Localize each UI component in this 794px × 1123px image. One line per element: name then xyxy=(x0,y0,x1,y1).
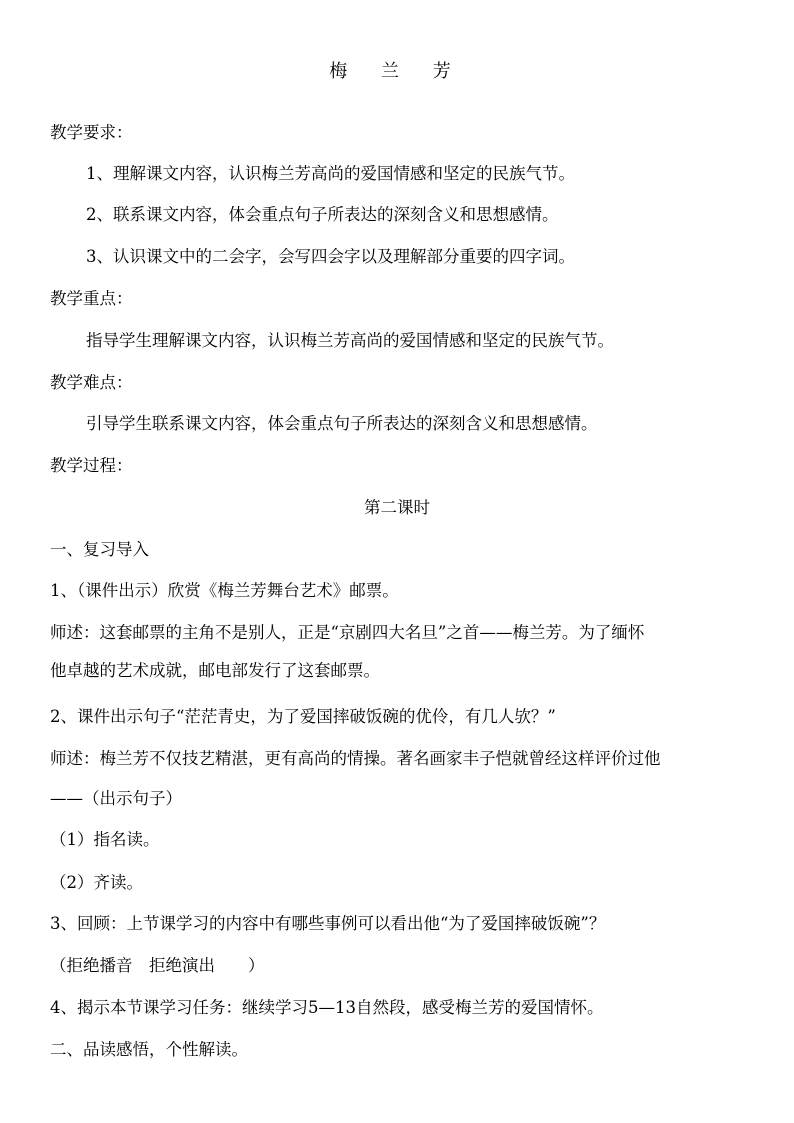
narration-2-line-2: ——（出示句子） xyxy=(50,789,182,808)
objective-item-2: 2、联系课文内容，体会重点句子所表达的深刻含义和思想感情。 xyxy=(86,205,559,224)
read-item-1: （1）指名读。 xyxy=(50,830,160,849)
key-points-text: 指导学生理解课文内容，认识梅兰芳高尚的爱国情感和坚定的民族气节。 xyxy=(86,331,614,350)
key-points-heading: 教学重点： xyxy=(50,289,133,308)
process-heading: 教学过程： xyxy=(50,456,133,475)
difficulties-heading: 教学难点： xyxy=(50,373,133,392)
step-1: 1、（课件出示）欣赏《梅兰芳舞台艺术》邮票。 xyxy=(50,581,399,600)
narration-1-line-2: 他卓越的艺术成就，邮电部发行了这套邮票。 xyxy=(50,661,380,680)
section-2-heading: 二、品读感悟，个性解读。 xyxy=(50,1040,248,1059)
narration-1-line-1: 师述：这套邮票的主角不是别人，正是“京剧四大名旦”之首——梅兰芳。为了缅怀 xyxy=(50,623,645,642)
difficulties-text: 引导学生联系课文内容，体会重点句子所表达的深刻含义和思想感情。 xyxy=(86,414,598,433)
document-title: 梅 兰 芳 xyxy=(329,61,465,82)
step-3: 3、回顾：上节课学习的内容中有哪些事例可以看出他“为了爱国摔破饭碗”？ xyxy=(50,914,606,933)
objectives-heading: 教学要求： xyxy=(50,123,133,142)
objective-item-3: 3、认识课文中的二会字，会写四会字以及理解部分重要的四字词。 xyxy=(86,247,575,266)
narration-2-line-1: 师述：梅兰芳不仅技艺精湛，更有高尚的情操。著名画家丰子恺就曾经这样评价过他 xyxy=(50,749,661,768)
session-title: 第二课时 xyxy=(364,498,430,517)
step-2: 2、课件出示句子“茫茫青史，为了爱国摔破饭碗的优伶，有几人欤？” xyxy=(50,707,556,726)
step-3-answer: （拒绝播音 拒绝演出 ） xyxy=(50,956,265,975)
objective-item-1: 1、理解课文内容，认识梅兰芳高尚的爱国情感和坚定的民族气节。 xyxy=(86,164,575,183)
section-1-heading: 一、复习导入 xyxy=(50,540,149,559)
read-item-2: （2）齐读。 xyxy=(50,873,143,892)
step-4: 4、揭示本节课学习任务：继续学习5—13自然段，感受梅兰芳的爱国情怀。 xyxy=(50,998,604,1017)
